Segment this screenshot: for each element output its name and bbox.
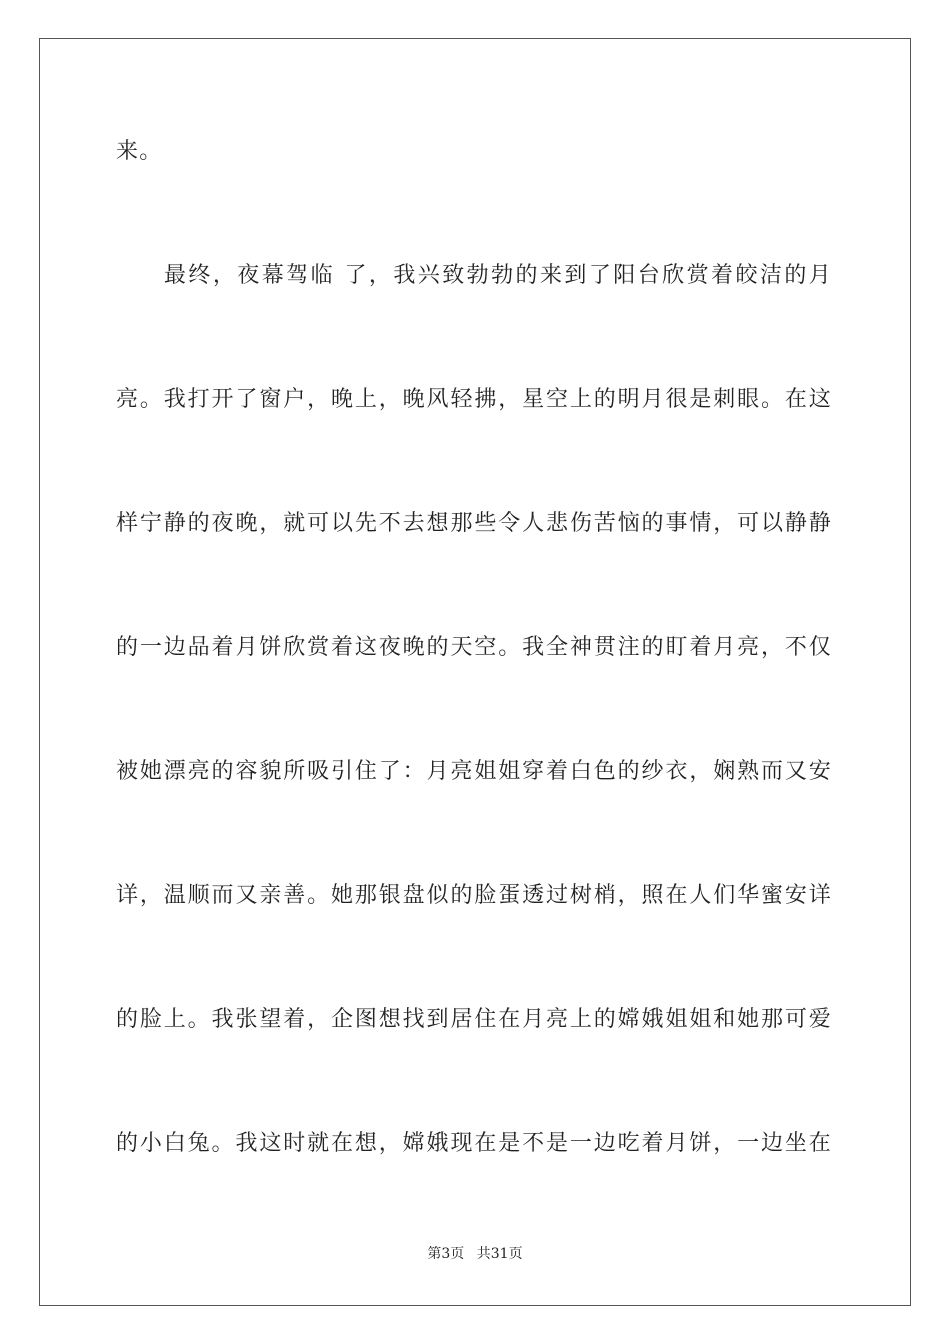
text-line-9: 的小白兔。我这时就在想，嫦娥现在是不是一边吃着月饼，一边坐在 — [116, 1131, 832, 1156]
text-line-4: 样宁静的夜晚，就可以先不去想那些令人悲伤苦恼的事情，可以静静 — [116, 511, 832, 536]
text-line-5: 的一边品着月饼欣赏着这夜晚的天空。我全神贯注的盯着月亮，不仅 — [116, 635, 832, 660]
page-number: 第3页 — [427, 1246, 465, 1262]
text-line-1: 来。 — [116, 139, 163, 164]
text-line-8: 的脸上。我张望着，企图想找到居住在月亮上的嫦娥姐姐和她那可爱 — [116, 1007, 832, 1032]
page-border — [39, 38, 911, 1306]
text-line-3: 亮。我打开了窗户，晚上，晚风轻拂，星空上的明月很是刺眼。在这 — [116, 387, 832, 412]
page-footer — [0, 1244, 950, 1264]
text-line-2: 最终，夜幕驾临 了，我兴致勃勃的来到了阳台欣赏着皎洁的月 — [164, 263, 832, 288]
page-total: 共31页 — [476, 1246, 523, 1262]
text-line-6: 被她漂亮的容貌所吸引住了：月亮姐姐穿着白色的纱衣，娴熟而又安 — [116, 759, 832, 784]
text-line-7: 详，温顺而又亲善。她那银盘似的脸蛋透过树梢，照在人们华蜜安详 — [116, 883, 832, 908]
